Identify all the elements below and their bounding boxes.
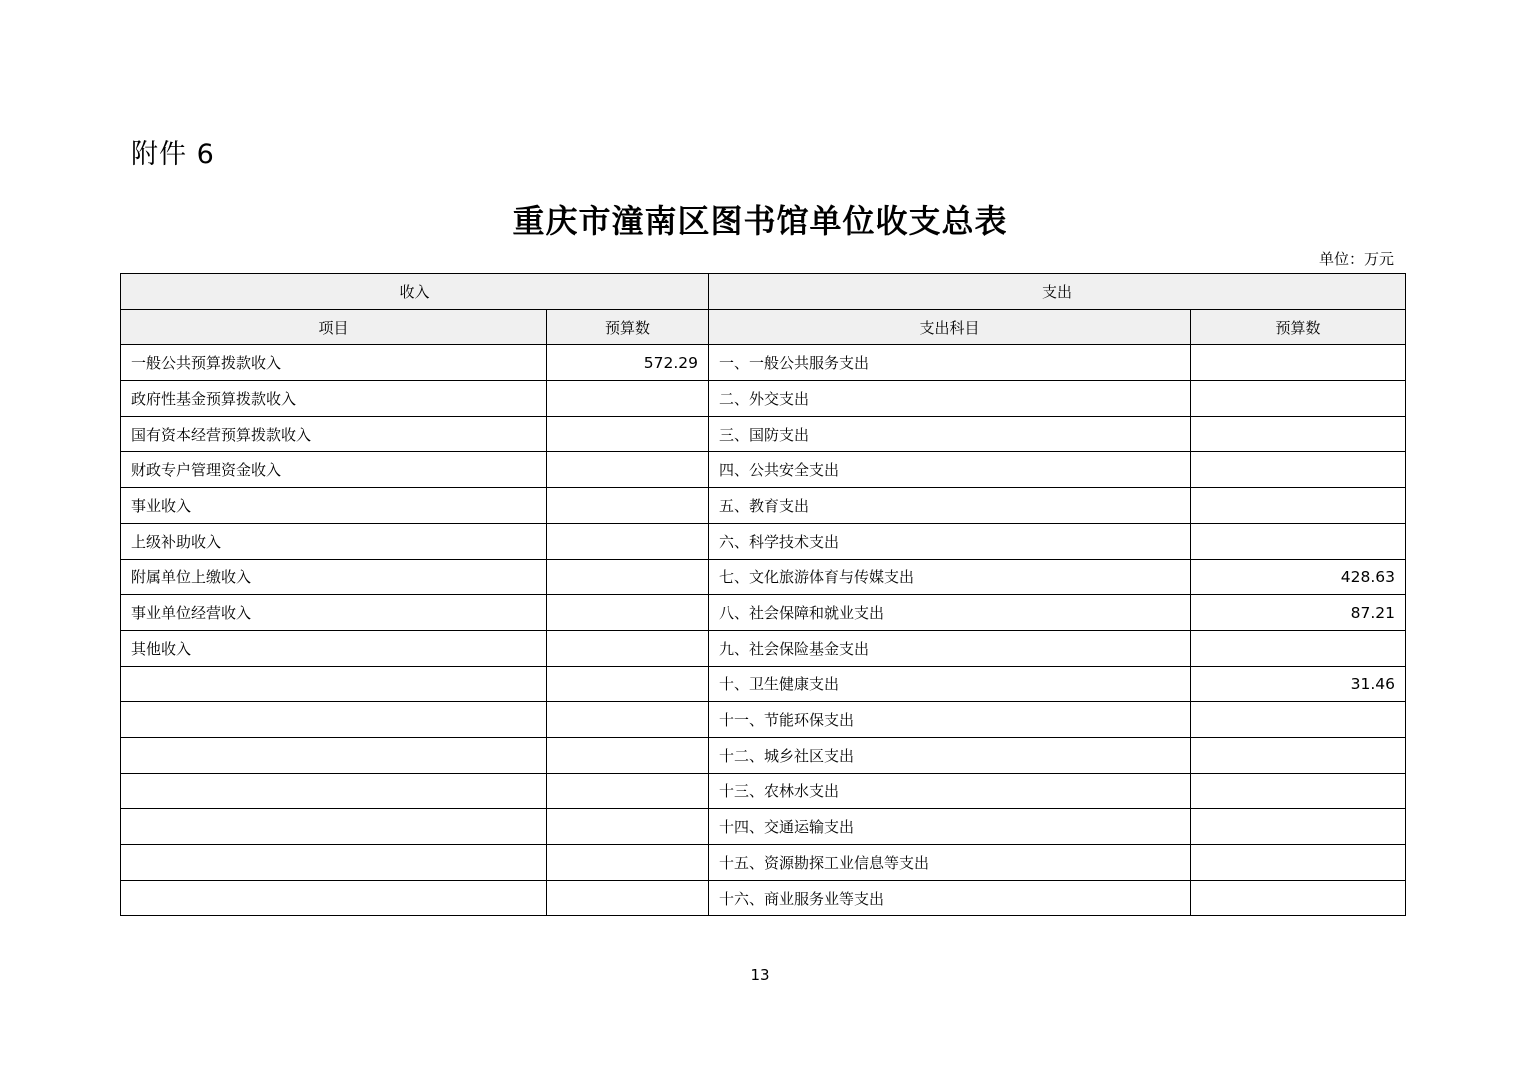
income-budget-header: 预算数 xyxy=(547,309,709,345)
expenditure-item-cell: 十一、节能环保支出 xyxy=(709,702,1191,738)
table-row xyxy=(121,345,1406,381)
income-item-cell: 上级补助收入 xyxy=(121,523,547,559)
expenditure-item-cell: 十三、农林水支出 xyxy=(709,773,1191,809)
expenditure-budget-cell xyxy=(1191,523,1406,559)
expenditure-item-cell: 五、教育支出 xyxy=(709,488,1191,524)
unit-label: 单位：万元 xyxy=(1318,250,1394,268)
expenditure-item-cell: 十五、资源勘探工业信息等支出 xyxy=(709,845,1191,881)
expenditure-budget-cell xyxy=(1191,381,1406,417)
expenditure-budget-cell xyxy=(1191,737,1406,773)
attachment-label: 附件 6 xyxy=(131,139,215,170)
table-row xyxy=(121,737,1406,773)
income-budget-cell xyxy=(547,595,709,631)
expenditure-item-cell: 八、社会保障和就业支出 xyxy=(709,595,1191,631)
income-item-cell: 事业单位经营收入 xyxy=(121,595,547,631)
income-item-cell: 附属单位上缴收入 xyxy=(121,559,547,595)
income-item-header: 项目 xyxy=(121,309,547,345)
table-row xyxy=(121,666,1406,702)
income-item-cell: 政府性基金预算拨款收入 xyxy=(121,381,547,417)
expenditure-budget-cell xyxy=(1191,452,1406,488)
expenditure-item-header: 支出科目 xyxy=(709,309,1191,345)
table-row xyxy=(121,416,1406,452)
table-row xyxy=(121,630,1406,666)
expenditure-budget-cell xyxy=(1191,809,1406,845)
income-item-cell xyxy=(121,666,547,702)
income-item-cell xyxy=(121,702,547,738)
table-row xyxy=(121,880,1406,916)
expenditure-budget-cell xyxy=(1191,630,1406,666)
income-item-cell xyxy=(121,845,547,881)
table-row xyxy=(121,702,1406,738)
expenditure-budget-cell xyxy=(1191,416,1406,452)
income-item-cell: 财政专户管理资金收入 xyxy=(121,452,547,488)
income-budget-cell xyxy=(547,773,709,809)
income-item-cell xyxy=(121,773,547,809)
income-item-cell: 一般公共预算拨款收入 xyxy=(121,345,547,381)
income-budget-cell xyxy=(547,809,709,845)
table-row xyxy=(121,381,1406,417)
income-group-header: 收入 xyxy=(121,274,709,310)
expenditure-item-cell: 九、社会保险基金支出 xyxy=(709,630,1191,666)
income-item-cell: 国有资本经营预算拨款收入 xyxy=(121,416,547,452)
expenditure-item-cell: 六、科学技术支出 xyxy=(709,523,1191,559)
expenditure-budget-cell xyxy=(1191,845,1406,881)
expenditure-budget-cell xyxy=(1191,345,1406,381)
table-row xyxy=(121,773,1406,809)
table-row xyxy=(121,452,1406,488)
income-budget-cell xyxy=(547,488,709,524)
table-row xyxy=(121,809,1406,845)
expenditure-item-cell: 四、公共安全支出 xyxy=(709,452,1191,488)
income-item-cell xyxy=(121,737,547,773)
expenditure-item-cell: 一、一般公共服务支出 xyxy=(709,345,1191,381)
income-budget-cell xyxy=(547,523,709,559)
expenditure-budget-cell xyxy=(1191,773,1406,809)
expenditure-item-cell: 十四、交通运输支出 xyxy=(709,809,1191,845)
income-item-cell: 事业收入 xyxy=(121,488,547,524)
table-row xyxy=(121,845,1406,881)
income-budget-cell xyxy=(547,452,709,488)
expenditure-budget-cell: 31.46 xyxy=(1191,666,1406,702)
expenditure-item-cell: 十、卫生健康支出 xyxy=(709,666,1191,702)
page-number: 13 xyxy=(750,966,770,984)
expenditure-budget-cell xyxy=(1191,880,1406,916)
budget-summary-table xyxy=(120,273,1406,916)
column-header-row xyxy=(121,309,1406,345)
income-budget-cell xyxy=(547,845,709,881)
table-row xyxy=(121,523,1406,559)
expenditure-item-cell: 十二、城乡社区支出 xyxy=(709,737,1191,773)
income-budget-cell xyxy=(547,559,709,595)
document-title: 重庆市潼南区图书馆单位收支总表 xyxy=(512,202,1008,240)
income-item-cell: 其他收入 xyxy=(121,630,547,666)
table-row xyxy=(121,595,1406,631)
table-row xyxy=(121,559,1406,595)
expenditure-budget-cell xyxy=(1191,488,1406,524)
expenditure-item-cell: 二、外交支出 xyxy=(709,381,1191,417)
income-item-cell xyxy=(121,880,547,916)
expenditure-budget-cell: 87.21 xyxy=(1191,595,1406,631)
income-budget-cell xyxy=(547,630,709,666)
income-budget-cell xyxy=(547,416,709,452)
income-budget-cell xyxy=(547,702,709,738)
income-budget-cell: 572.29 xyxy=(547,345,709,381)
expenditure-item-cell: 十六、商业服务业等支出 xyxy=(709,880,1191,916)
income-budget-cell xyxy=(547,737,709,773)
expenditure-budget-cell: 428.63 xyxy=(1191,559,1406,595)
income-budget-cell xyxy=(547,666,709,702)
expenditure-item-cell: 七、文化旅游体育与传媒支出 xyxy=(709,559,1191,595)
income-budget-cell xyxy=(547,880,709,916)
group-header-row xyxy=(121,274,1406,310)
expenditure-budget-cell xyxy=(1191,702,1406,738)
income-item-cell xyxy=(121,809,547,845)
expenditure-group-header: 支出 xyxy=(709,274,1406,310)
income-budget-cell xyxy=(547,381,709,417)
expenditure-budget-header: 预算数 xyxy=(1191,309,1406,345)
table-row xyxy=(121,488,1406,524)
expenditure-item-cell: 三、国防支出 xyxy=(709,416,1191,452)
